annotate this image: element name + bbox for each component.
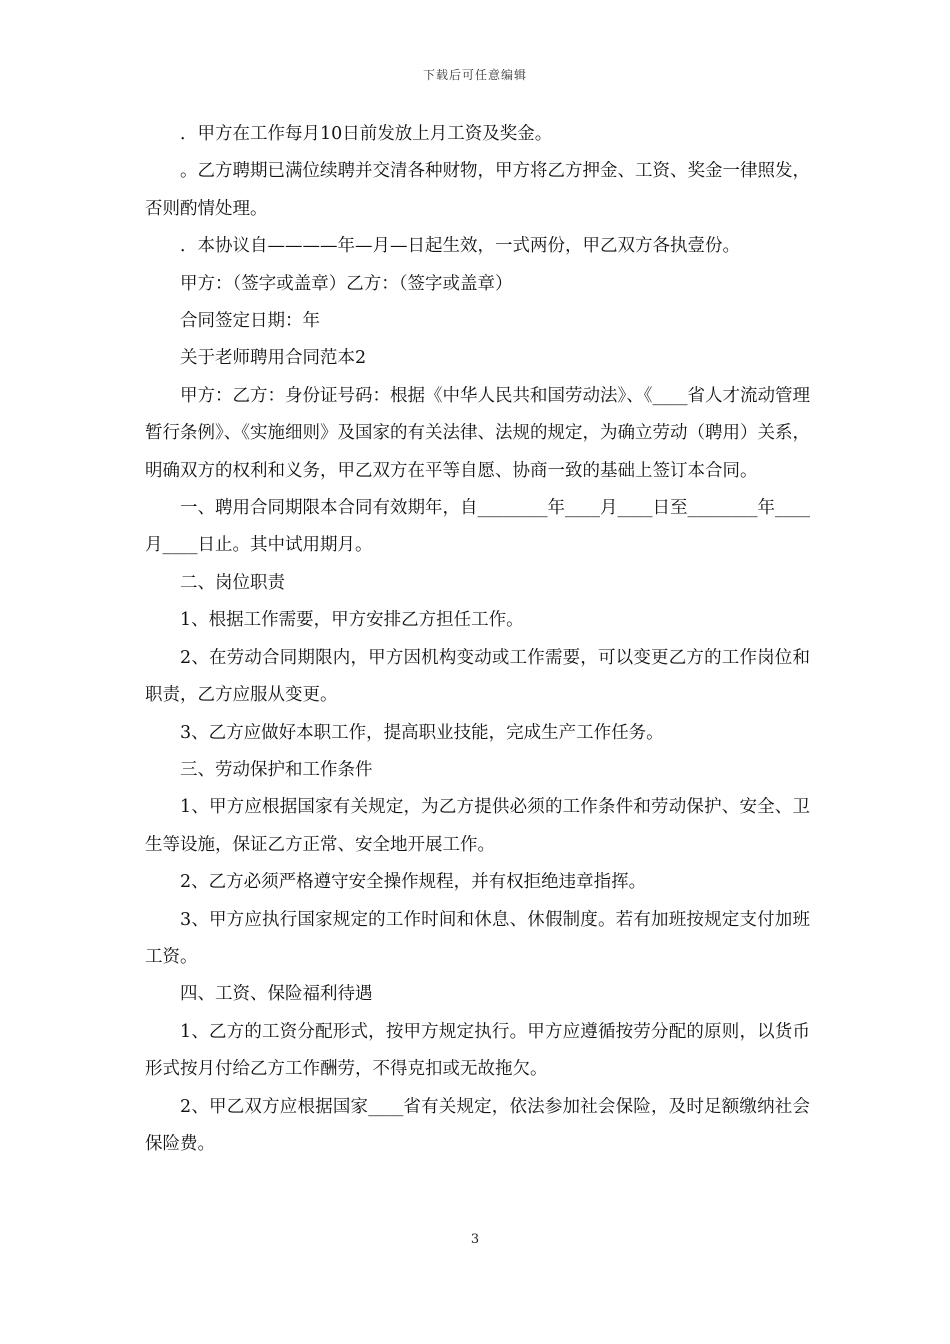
paragraph: 1、根据工作需要，甲方安排乙方担任工作。: [180, 610, 524, 631]
contract-date-line: 合同签定日期：年: [180, 311, 320, 332]
paragraph: ．本协议自————年—月—日起生效，一式两份，甲乙双方各执壹份。: [180, 236, 740, 257]
paragraph: 2、在劳动合同期限内，甲方因机构变动或工作需要，可以变更乙方的工作岗位和职责，乙方应服从变更。: [145, 647, 810, 706]
section-title: 关于老师聘用合同范本2: [180, 348, 367, 369]
page-header: 下载后可任意编辑: [422, 68, 527, 82]
paragraph: ．甲方在工作每月10日前发放上月工资及奖金。: [180, 124, 553, 144]
document-body: [145, 116, 810, 1163]
paragraph: 甲方：乙方：身份证号码：根据《中华人民共和国劳动法》、《____省人才流动管理暂行条例》、《实施细则》及国家的有关法律、法规的规定，为确立劳动（聘用）关系，明确双方的权利和义务，甲乙双方在平等自愿、协商一致的基础上签订本合同。: [145, 385, 810, 481]
section-heading: 二、岗位职责: [180, 572, 285, 593]
paragraph: 2、乙方必须严格遵守安全操作规程，并有权拒绝违章指挥。: [180, 872, 647, 893]
paragraph: 2、甲乙双方应根据国家____省有关规定，依法参加社会保险，及时足额缴纳社会保险费。: [145, 1096, 810, 1154]
section-heading: 三、劳动保护和工作条件: [180, 759, 373, 780]
paragraph: 1、乙方的工资分配形式，按甲方规定执行。甲方应遵循按劳分配的原则，以货币形式按月付给乙方工作酬劳，不得克扣或无故拖欠。: [145, 1021, 810, 1080]
paragraph: 1、甲方应根据国家有关规定，为乙方提供必须的工作条件和劳动保护、安全、卫生等设施，保证乙方正常、安全地开展工作。: [145, 797, 810, 855]
paragraph: 3、甲方应执行国家规定的工作时间和休息、休假制度。若有加班按规定支付加班工资。: [145, 909, 810, 967]
page-number: 3: [470, 1232, 480, 1247]
paragraph: 。乙方聘期已满位续聘并交清各种财物，甲方将乙方押金、工资、奖金一律照发，否则酌情处理。: [145, 161, 810, 219]
section-heading: 四、工资、保险福利待遇: [180, 984, 373, 1005]
paragraph: 一、聘用合同期限本合同有效期年，自________年____月____日至________年____月____日止。其中试用期月。: [145, 498, 810, 556]
paragraph: 3、乙方应做好本职工作，提高职业技能，完成生产工作任务。: [180, 722, 664, 743]
signature-line: 甲方：（签字或盖章）乙方：（签字或盖章）: [180, 273, 513, 294]
